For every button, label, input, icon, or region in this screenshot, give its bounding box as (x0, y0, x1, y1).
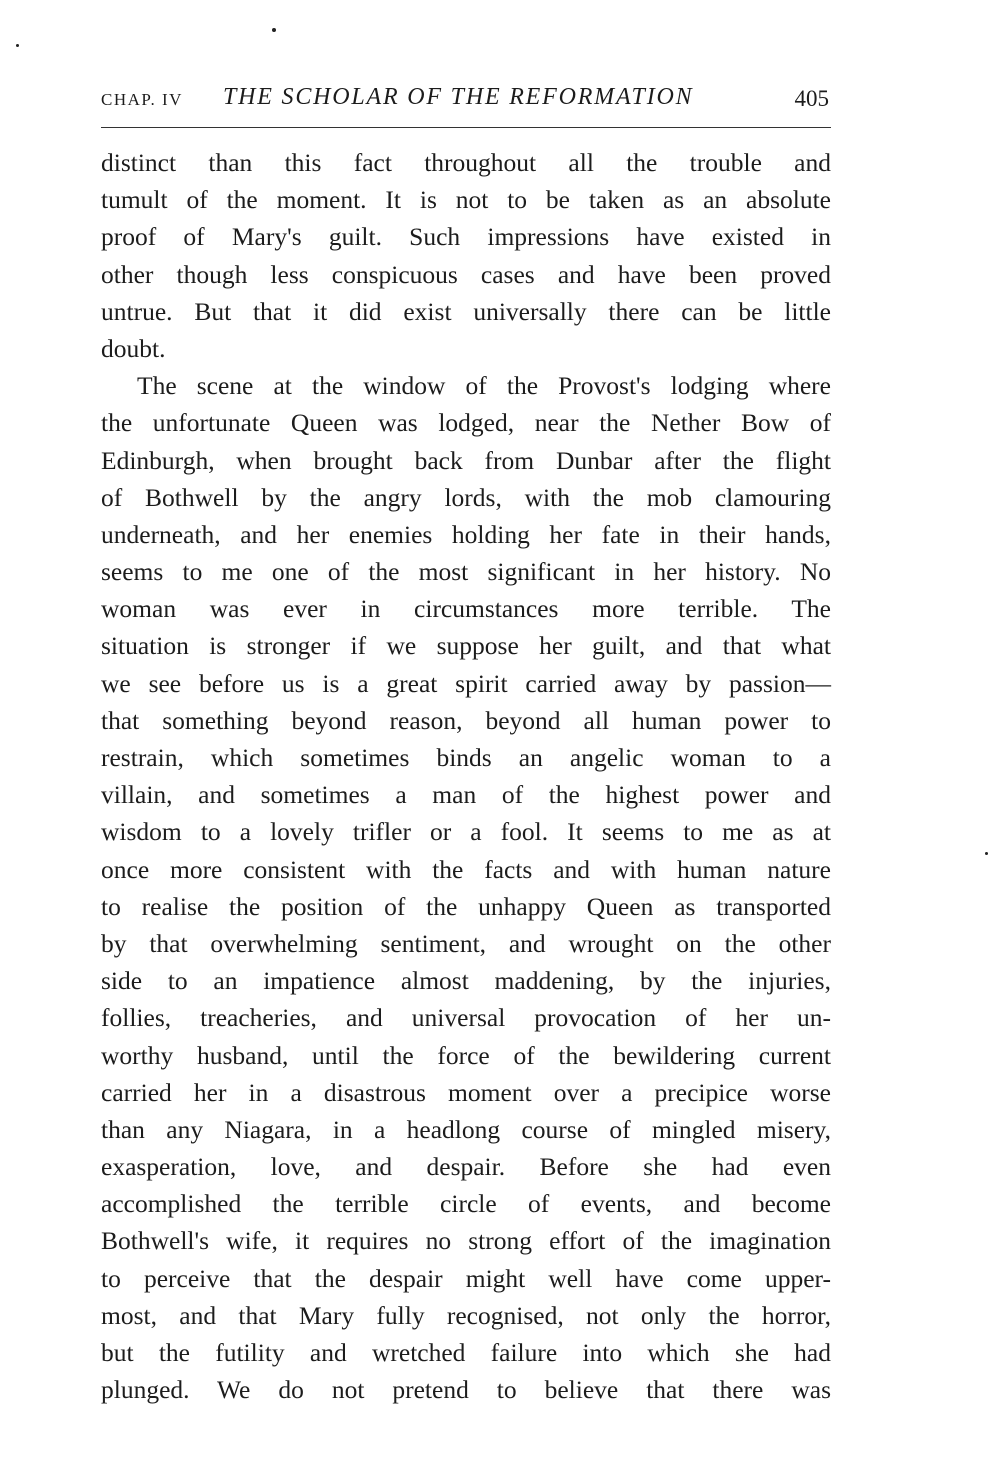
body-text (101, 144, 831, 1408)
text-line: carried her in a disastrous moment over a precipice worse (101, 1077, 831, 1107)
page-number: 405 (794, 86, 829, 111)
text-line: the unfortunate Queen was lodged, near the Nether Bow of (101, 408, 831, 438)
text-line: to perceive that the despair might well have come upper- (101, 1263, 831, 1293)
text-line: wisdom to a lovely trifler or a fool. It seems to me as at (101, 817, 831, 847)
text-line: Edinburgh, when brought back from Dunbar after the flight (101, 445, 831, 475)
header-rule (101, 127, 831, 128)
text-line: plunged. We do not pretend to believe that there was (101, 1375, 831, 1405)
text-line: by that overwhelming sentiment, and wrought on the other (101, 928, 831, 958)
text-line: distinct than this fact throughout all the trouble and (101, 148, 831, 177)
text-line: doubt. (101, 333, 166, 363)
text-line: than any Niagara, in a headlong course of mingled misery, (101, 1114, 831, 1144)
chapter-label: CHAP. IV (101, 90, 183, 109)
text-line: Bothwell's wife, it requires no strong effort of the imagination (101, 1226, 831, 1256)
text-line: tumult of the moment. It is not to be taken as an absolute (101, 185, 831, 215)
text-line: most, and that Mary fully recognised, not only the horror, (101, 1300, 831, 1330)
text-line: underneath, and her enemies holding her fate in their hands, (101, 519, 831, 549)
text-line: restrain, which sometimes binds an angelic woman to a (101, 743, 831, 772)
ink-speck (272, 28, 276, 32)
text-line: proof of Mary's guilt. Such impressions have existed in (101, 222, 831, 252)
text-line: other though less conspicuous cases and have been proved (101, 259, 831, 289)
text-line: villain, and sometimes a man of the highest power and (101, 780, 831, 810)
text-line: but the futility and wretched failure into which she had (101, 1338, 831, 1367)
paragraph-2 (101, 367, 831, 1408)
text-line: follies, treacheries, and universal provocation of her un- (101, 1003, 831, 1033)
text-line: woman was ever in circumstances more terrible. The (101, 594, 831, 624)
text-line: that something beyond reason, beyond all human power to (101, 705, 831, 735)
ink-speck (985, 852, 988, 855)
running-head (101, 84, 831, 116)
text-line: accomplished the terrible circle of events, and become (101, 1189, 831, 1219)
text-line: of Bothwell by the angry lords, with the mob clamouring (101, 482, 831, 512)
running-title: THE SCHOLAR OF THE REFORMATION (223, 84, 694, 110)
text-line: untrue. But that it did exist universally there can be little (101, 296, 831, 326)
text-line: to realise the position of the unhappy Queen as transported (101, 891, 831, 921)
text-line: exasperation, love, and despair. Before she had even (101, 1152, 831, 1182)
paragraph-1 (101, 144, 831, 367)
text-line: we see before us is a great spirit carried away by passion— (101, 668, 831, 698)
text-line: side to an impatience almost maddening, by the injuries, (101, 966, 831, 996)
text-line: once more consistent with the facts and with human nature (101, 854, 831, 884)
text-line: The scene at the window of the Provost's lodging where (137, 371, 831, 401)
text-line: situation is stronger if we suppose her guilt, and that what (101, 631, 831, 661)
text-line: worthy husband, until the force of the bewildering current (101, 1040, 831, 1070)
text-line: seems to me one of the most significant in her history. No (101, 557, 831, 587)
ink-speck (16, 44, 19, 47)
